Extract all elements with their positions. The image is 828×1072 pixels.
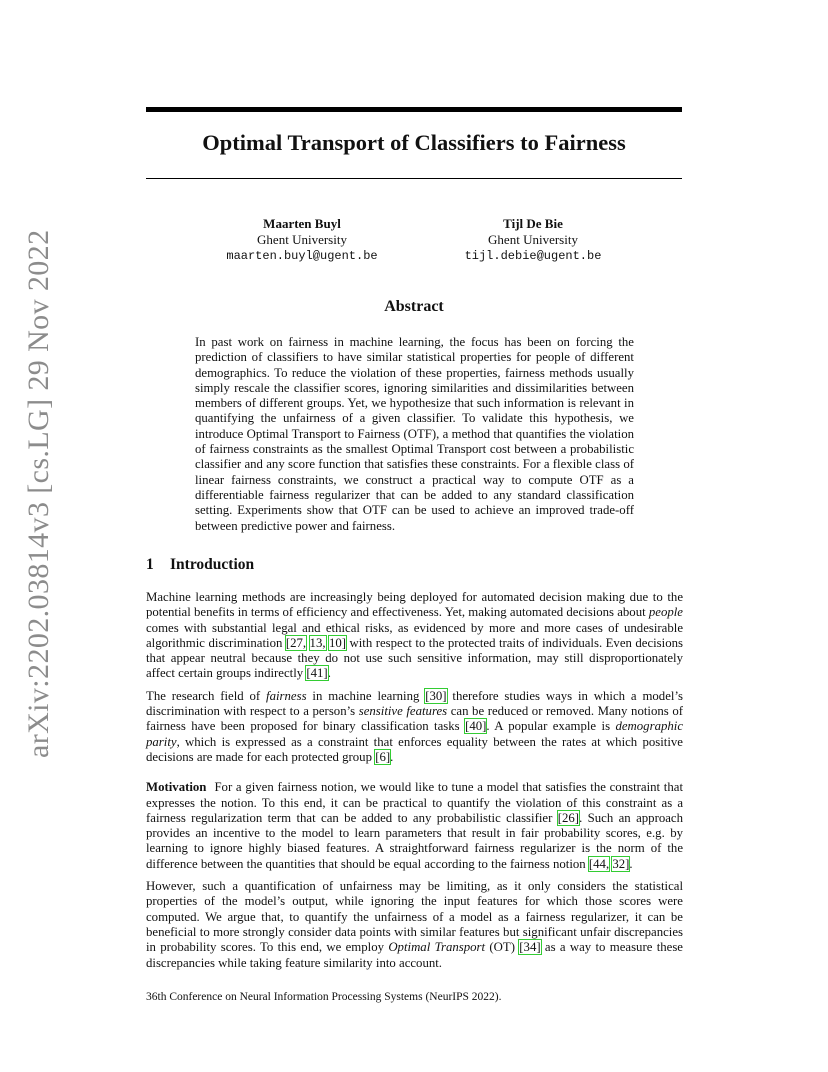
title-bottom-rule xyxy=(146,178,682,179)
paragraph-runin-heading: Motivation xyxy=(146,780,207,795)
author-email[interactable]: maarten.buyl@ugent.be xyxy=(226,249,378,263)
section-title: Introduction xyxy=(170,556,255,573)
abstract-text: In past work on fairness in machine learning, the focus has been on forcing the prediction of classifiers to have similar statistical properties for people of different demographics. To reduce the violation of these properties, fairness methods usually simply rescale the classifier scores, ignoring similarities and dissimilarities between members of different groups. Yet, we hypothesize that such information is relevant in quantifying the unfairness of a given classifier. To validate this hypothesis, we introduce Optimal Transport to Fairness (OTF), a method that quantifies the violation of fairness constraints as the smallest Optimal Transport cost between a probabilistic classifier and any score function that satisfies these constraints. For a flexible class of linear fairness constraints, we construct a practical way to compute OTF as a differentiable fairness regularizer that can be added to any standard classification setting. Experiments show that OTF can be used to achieve an improved trade-off between predictive power and fairness. xyxy=(195,335,634,533)
paper-title: Optimal Transport of Classifiers to Fairness xyxy=(202,130,626,155)
paragraph: Motivation For a given fairness notion, we would like to tune a model that satisfies the constraint that expresses the notion. To this end, it can be practical to quantify the violation of this constraint as a fairness regularization term that can be added to any probabilistic classifier [26]. Such an approach provides an incentive to the model to learn parameters that result in fair probability scores, e.g. by learning to ignore highly biased features. A straightforward fairness regularizer is the norm of the difference between the quantities that should be equal according to the fairness notion [44, 32]. xyxy=(146,780,683,871)
citation-link[interactable]: [40] xyxy=(465,719,487,734)
title-top-rule xyxy=(146,107,682,112)
paragraph: Machine learning methods are increasingly being deployed for automated decision making due to the potential benefits in terms of efficiency and effectiveness. Yet, making automated decisions about people comes with substantial legal and ethical risks, as evidenced by more and more cases of undesirable algorithmic discrimination [27, 13, 10] with respect to the protected traits of individuals. Even decisions that appear neutral because they do not use such sensitive information, may still disproportionately affect certain groups indirectly [41]. xyxy=(146,590,683,681)
author-affiliation: Ghent University xyxy=(257,232,347,247)
section-heading xyxy=(146,556,254,574)
arxiv-identifier-stamp: arXiv:2202.03814v3 [cs.LG] 29 Nov 2022 xyxy=(22,229,55,758)
citation-link[interactable]: [34] xyxy=(519,940,541,955)
citation-link[interactable]: [6] xyxy=(375,749,391,764)
paragraph: The research field of fairness in machine learning [30] therefore studies ways in which a model’s discrimination with respect to a person’s sensitive features can be reduced or removed. Many notions of fairness have been proposed for binary classification tasks [40]. A popular example is demographic parity, which is expressed as a constraint that enforces equality between the rates at which positive decisions are made for each protected group [6]. xyxy=(146,688,683,764)
body-text xyxy=(146,590,683,978)
citation-link[interactable]: [27, xyxy=(285,635,307,650)
author-affiliation: Ghent University xyxy=(488,232,578,247)
citation-link[interactable]: 13, xyxy=(309,635,326,650)
conference-footer: 36th Conference on Neural Information Processing Systems (NeurIPS 2022). xyxy=(146,991,502,1003)
author-block xyxy=(413,216,653,264)
author-name: Maarten Buyl xyxy=(263,216,341,231)
citation-link[interactable]: [26] xyxy=(557,810,580,825)
citation-link[interactable]: [44, xyxy=(588,856,610,871)
citation-link[interactable]: [41] xyxy=(306,666,328,681)
paragraph: However, such a quantification of unfairness may be limiting, as it only considers the statistical properties of the model’s output, while ignoring the input features for which those scores were computed. We argue that, to quantify the unfairness of a model as a fairness regularizer, it can be beneficial to more strongly consider data points with similar features but significant unfair discrepancies in probability scores. To this end, we employ Optimal Transport (OT) [34] as a way to measure these discrepancies while taking feature similarity into account. xyxy=(146,879,683,970)
author-name: Tijl De Bie xyxy=(503,216,563,231)
citation-link[interactable]: [30] xyxy=(425,688,447,703)
author-email[interactable]: tijl.debie@ugent.be xyxy=(464,249,602,263)
author-block xyxy=(182,216,422,264)
section-number: 1 xyxy=(146,556,154,573)
citation-link[interactable]: 10] xyxy=(329,635,347,650)
citation-link[interactable]: 32] xyxy=(612,856,630,871)
abstract-heading: Abstract xyxy=(384,298,444,315)
